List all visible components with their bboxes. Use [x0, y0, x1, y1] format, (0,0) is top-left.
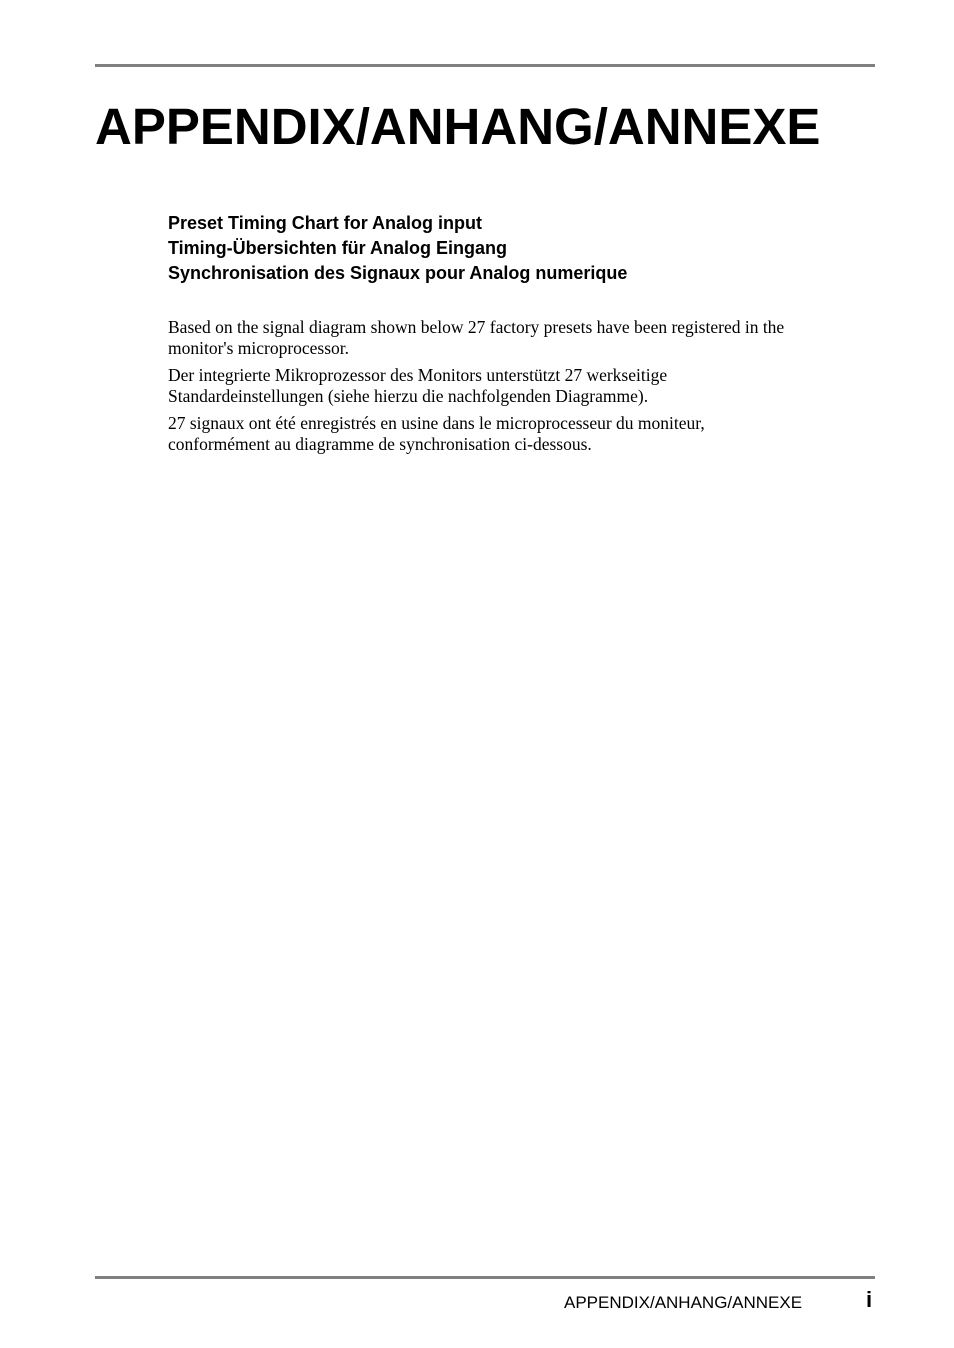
body-text [168, 317, 878, 461]
paragraph-line: Standardeinstellungen (siehe hierzu die nachfolgenden Diagramme). [168, 386, 649, 406]
paragraph-line: conformément au diagramme de synchronisation ci-dessous. [168, 434, 592, 454]
paragraph-english [168, 317, 878, 359]
heading-french: Synchronisation des Signaux pour Analog numerique [168, 263, 628, 283]
paragraph-line: monitor's microprocessor. [168, 338, 350, 358]
heading-german: Timing-Übersichten für Analog Eingang [168, 238, 508, 258]
heading-english: Preset Timing Chart for Analog input [168, 213, 483, 233]
footer-title: APPENDIX/ANHANG/ANNEXE [564, 1293, 803, 1312]
top-divider [95, 64, 875, 67]
paragraph-line: Based on the signal diagram shown below 27 factory presets have been registered in the [168, 317, 785, 337]
page-title: APPENDIX/ANHANG/ANNEXE [95, 98, 821, 155]
page-number: i [866, 1287, 873, 1312]
paragraph-french [168, 413, 878, 455]
bottom-divider [95, 1276, 875, 1279]
paragraph-line: 27 signaux ont été enregistrés en usine dans le microprocesseur du moniteur, [168, 413, 705, 433]
section-headings [168, 211, 627, 286]
paragraph-line: Der integrierte Mikroprozessor des Monitors unterstützt 27 werkseitige [168, 365, 668, 385]
paragraph-german [168, 365, 878, 407]
